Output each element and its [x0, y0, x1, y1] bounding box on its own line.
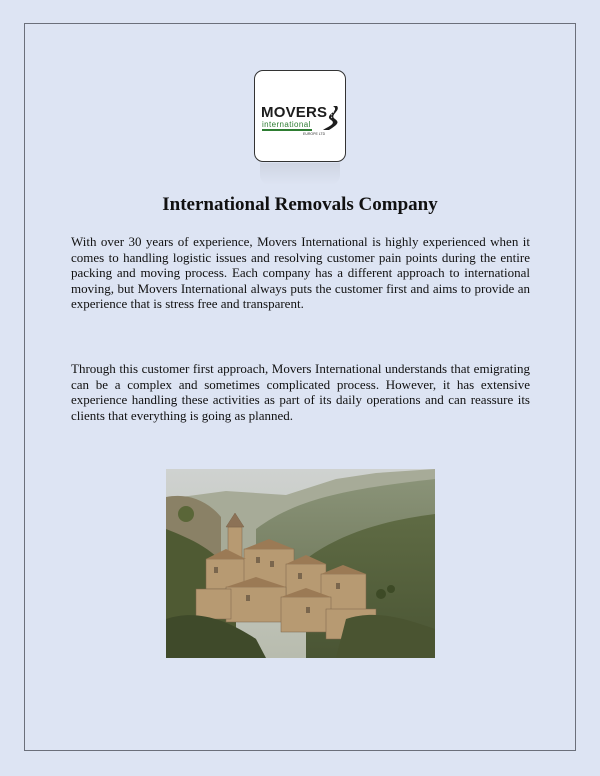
logo-underline: [262, 129, 312, 131]
logo-reflection: [260, 163, 340, 185]
logo-brand-text: MOVERS: [261, 104, 328, 121]
company-logo: [254, 70, 346, 162]
approach-paragraph: Through this customer first approach, Movers International understands that emigrating can be a complex and sometimes complicated process. However, it has extensive experience handling these activities as part of its daily operations and can reassure its clients that everything is going as planned.: [71, 361, 530, 423]
logo-subtitle-text: international: [262, 120, 311, 129]
village-landscape-image: [166, 469, 435, 658]
logo-card: [254, 70, 346, 162]
page-title: International Removals Company: [162, 194, 438, 215]
intro-paragraph: With over 30 years of experience, Movers International is highly experienced when it comes to handling logistic issues and resolving customer pain points during the entire packing and moving process. Each company has a different approach to international moving, but Movers International always puts the customer first and aims to provide an experience that is stress free and transparent.: [71, 234, 530, 312]
logo-tagline-text: EUROPE LTD: [303, 132, 326, 136]
road-swoosh-icon: [319, 105, 341, 131]
